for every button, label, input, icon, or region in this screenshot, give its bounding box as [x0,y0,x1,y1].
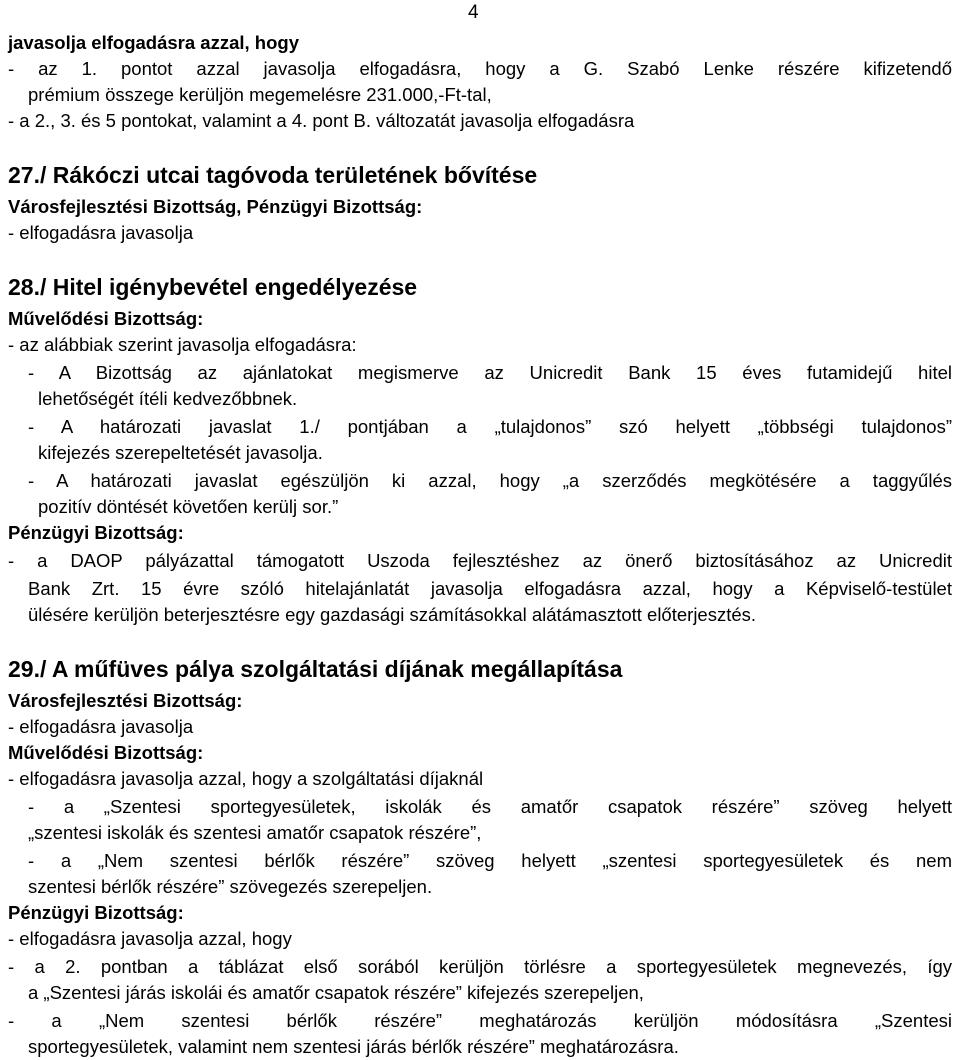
text-line: - elfogadásra javasolja [8,222,194,243]
committee-label: Művelődési Bizottság: [8,742,204,763]
committee-label: Pénzügyi Bizottság: [8,522,184,543]
text-line: - a „Szentesi sportegyesületek, iskolák és amatőr csapatok részére” szöveg helyett [28,796,952,817]
text-line: prémium összege kerüljön megemelésre 231.000,-Ft-tal, [28,84,492,105]
text-line: lehetőségét ítéli kedvezőbbnek. [38,388,298,409]
text-line: - a 2. pontban a táblázat első sorából kerüljön törlésre a sportegyesületek megnevezés, így [8,956,952,977]
text-line: javasolja elfogadásra azzal, hogy [8,32,299,53]
section-heading: 28./ Hitel igénybevétel engedélyezése [8,274,418,300]
text-line: - A Bizottság az ajánlatokat megismerve az Unicredit Bank 15 éves futamidejű hitel [28,362,952,383]
committee-label: Városfejlesztési Bizottság, Pénzügyi Bizottság: [8,196,423,217]
text-line: „szentesi iskolák és szentesi amatőr csapatok részére”, [28,822,482,843]
text-line: - A határozati javaslat egészüljön ki azzal, hogy „a szerződés megkötésére a taggyűlés [28,470,952,491]
section-heading: 27./ Rákóczi utcai tagóvoda területének bővítése [8,162,538,188]
text-line: - elfogadásra javasolja [8,716,194,737]
committee-label: Pénzügyi Bizottság: [8,902,184,923]
text-line: ülésére kerüljön beterjesztésre egy gazdasági számításokkal alátámasztott előterjesztés. [28,604,757,625]
text-line: - a DAOP pályázattal támogatott Uszoda fejlesztéshez az önerő biztosításához az Unicredit [8,550,952,571]
text-line: sportegyesületek, valamint nem szentesi járás bérlők részére” meghatározásra. [28,1036,679,1057]
text-line: kifejezés szerepeltetését javasolja. [38,442,323,463]
text-line: - elfogadásra javasolja azzal, hogy a szolgáltatási díjaknál [8,768,484,789]
committee-label: Városfejlesztési Bizottság: [8,690,243,711]
text-line: szentesi bérlők részére” szövegezés szerepeljen. [28,876,433,897]
text-line: pozitív döntését követően kerülj sor.” [38,496,339,517]
page-number: 4 [468,2,479,23]
text-line: - az 1. pontot azzal javasolja elfogadásra, hogy a G. Szabó Lenke részére kifizetendő [8,58,952,79]
text-line: - az alábbiak szerint javasolja elfogadásra: [8,334,357,355]
committee-label: Művelődési Bizottság: [8,308,204,329]
text-line: - a „Nem szentesi bérlők részére” meghatározás kerüljön módosításra „Szentesi [8,1010,952,1031]
section-heading: 29./ A műfüves pálya szolgáltatási díjának megállapítása [8,656,623,682]
text-line: - A határozati javaslat 1./ pontjában a „tulajdonos” szó helyett „többségi tulajdonos” [28,416,952,437]
text-line: - a „Nem szentesi bérlők részére” szöveg helyett „szentesi sportegyesületek és nem [28,850,952,871]
text-line: - a 2., 3. és 5 pontokat, valamint a 4. pont B. változatát javasolja elfogadásra [8,110,635,131]
text-line: - elfogadásra javasolja azzal, hogy [8,928,292,949]
text-line: a „Szentesi járás iskolái és amatőr csapatok részére” kifejezés szerepeljen, [28,982,644,1003]
text-line: Bank Zrt. 15 évre szóló hitelajánlatát javasolja elfogadásra azzal, hogy a Képviselő-testület [28,578,952,599]
